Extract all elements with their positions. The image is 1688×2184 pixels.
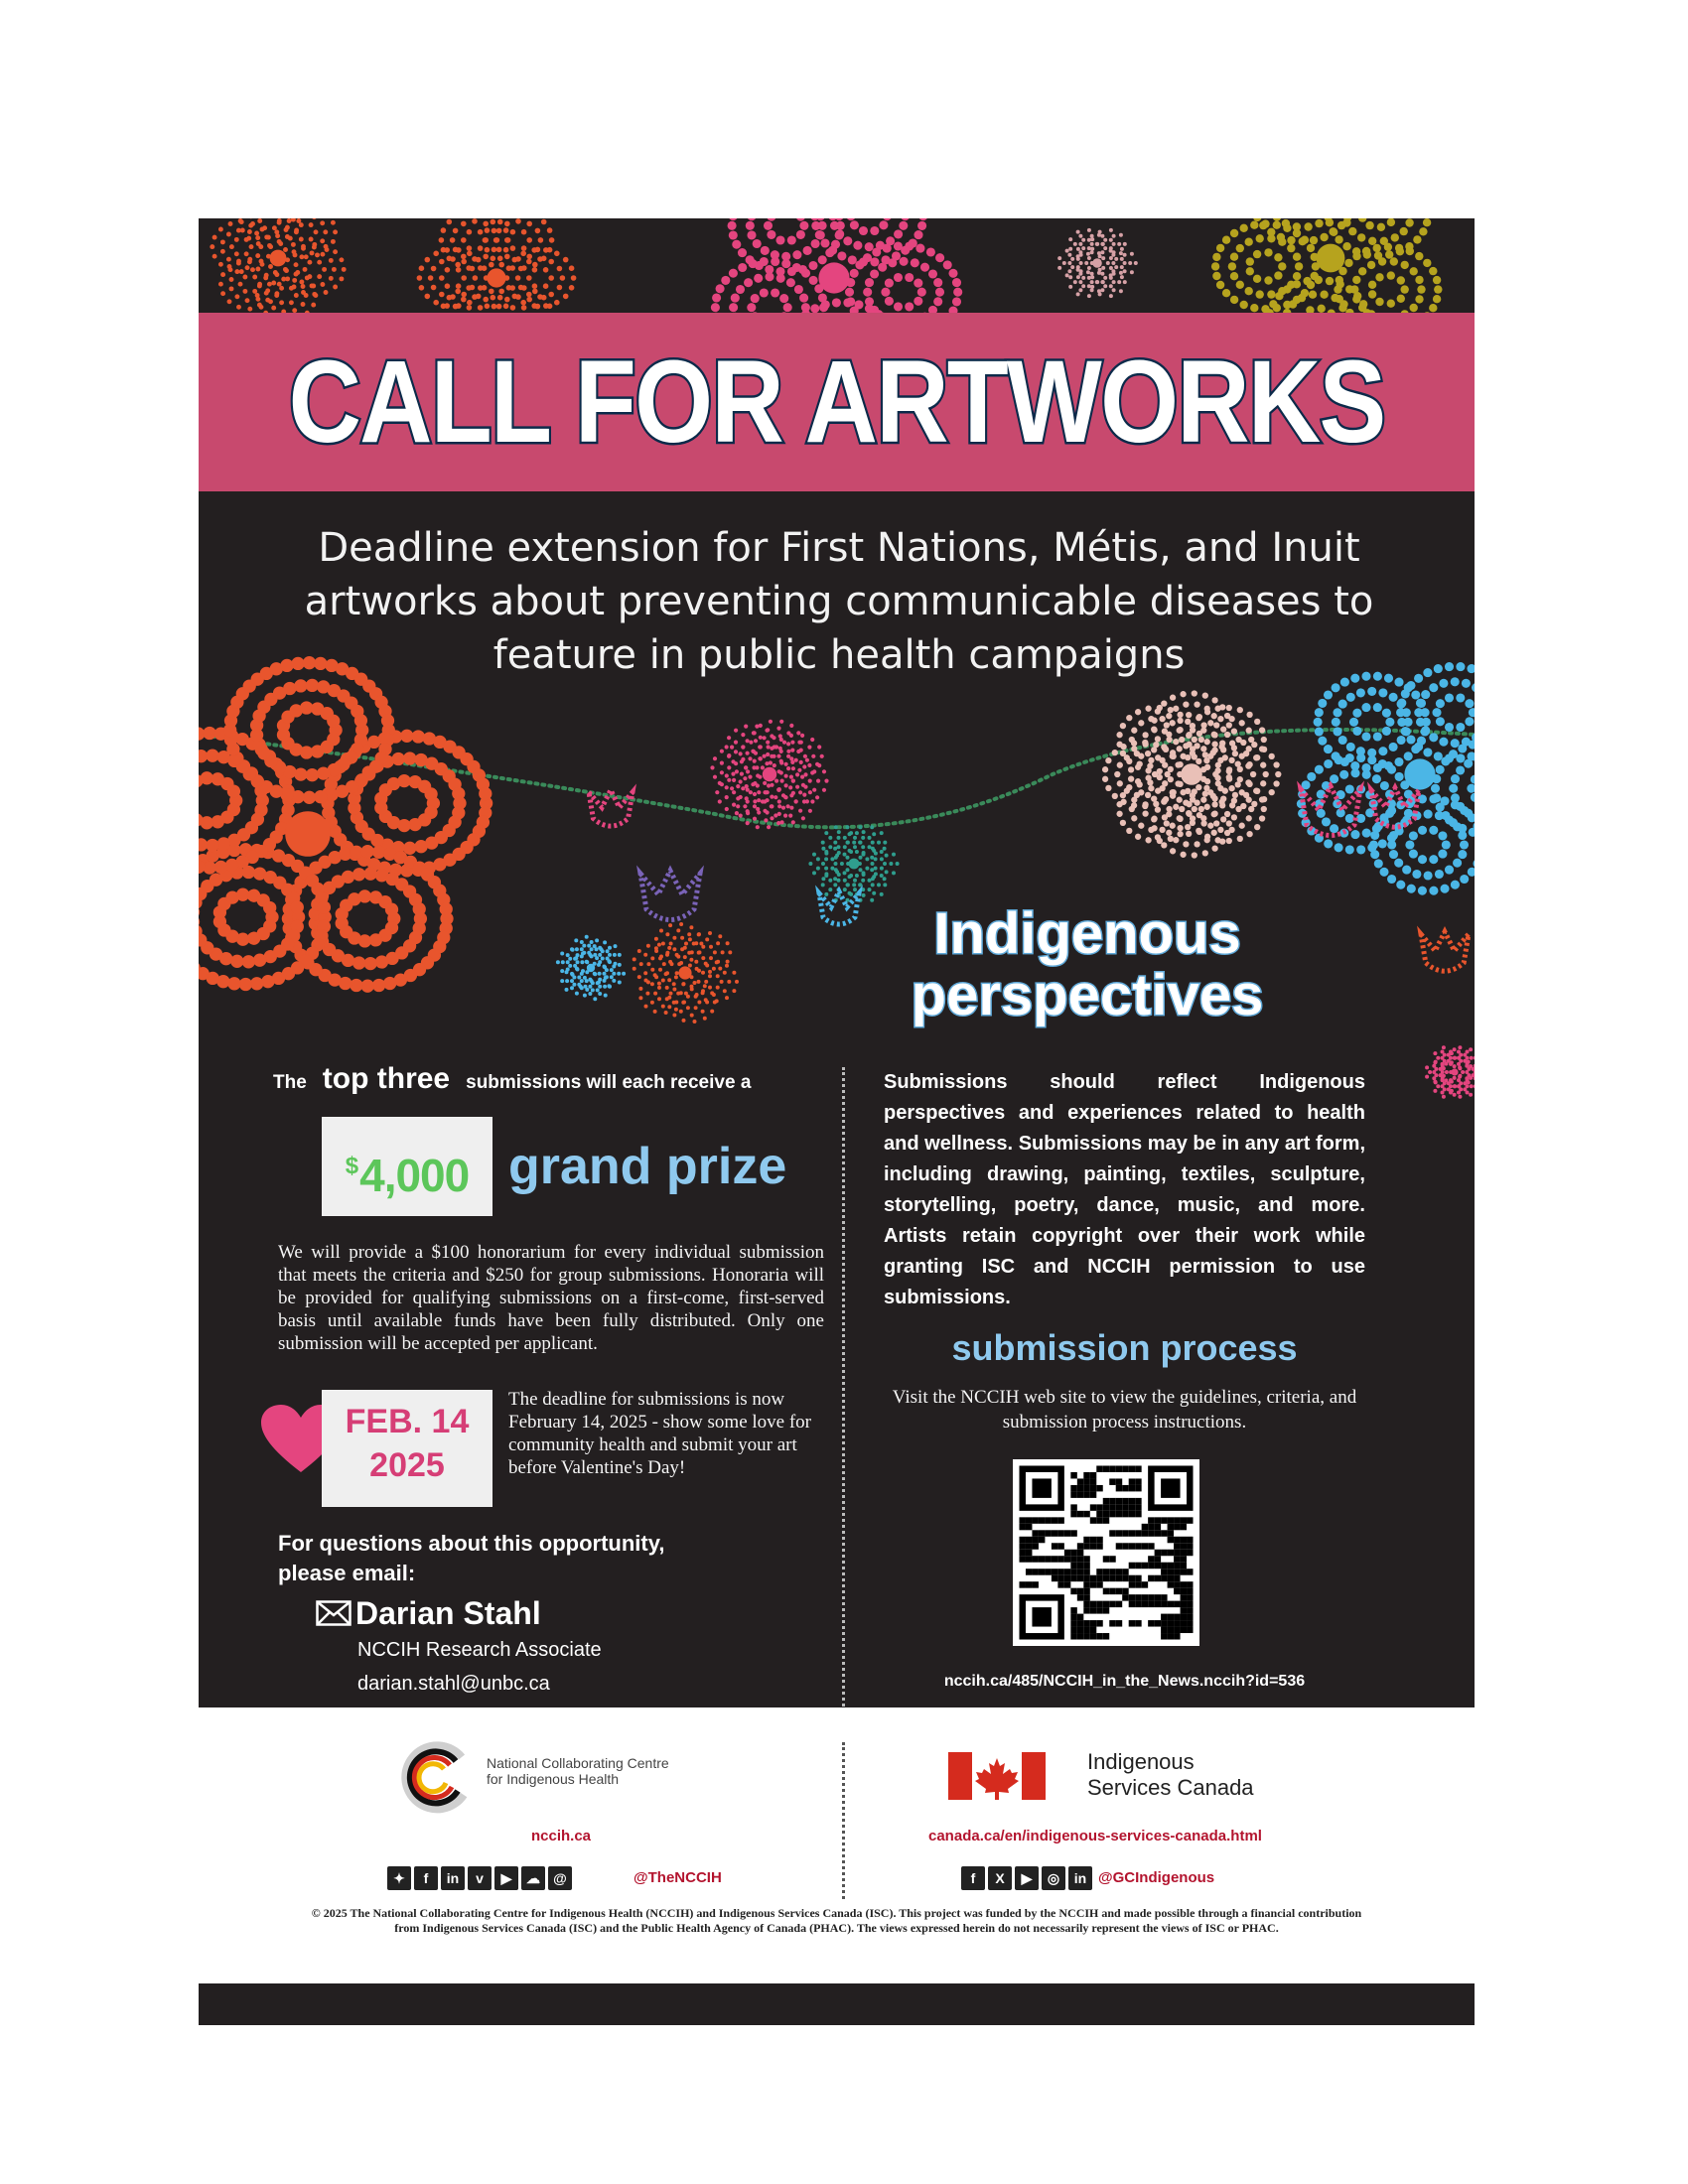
- x-icon[interactable]: X: [988, 1866, 1012, 1890]
- youtube-icon[interactable]: ▶: [494, 1866, 518, 1890]
- prize-amount: [322, 1117, 492, 1216]
- qr-code[interactable]: [1013, 1459, 1199, 1646]
- nccih-name: [487, 1755, 669, 1787]
- contact-question: For questions about this opportunity, please email:: [278, 1531, 665, 1585]
- isc-name: [1087, 1749, 1254, 1801]
- isc-name-line1: Indigenous: [1087, 1749, 1195, 1774]
- nccih-handle[interactable]: @TheNCCIH: [633, 1869, 722, 1886]
- bottom-bar: [199, 1983, 1475, 2025]
- bluesky-icon[interactable]: ✦: [387, 1866, 411, 1890]
- poster: [199, 218, 1475, 2025]
- nccih-website-link[interactable]: nccih.ca: [531, 1828, 592, 1844]
- deadline-text: The deadline for submissions is now February 14, 2025 - show some love for community health and submit your art before Valentine's Day!: [508, 1389, 812, 1478]
- qr-url[interactable]: nccih.ca/485/NCCIH_in_the_News.nccih?id=536: [943, 1673, 1306, 1690]
- isc-website-link[interactable]: canada.ca/en/indigenous-services-canada.html: [928, 1828, 1262, 1844]
- isc-name-line2: Services Canada: [1087, 1775, 1254, 1800]
- contact-email-link[interactable]: darian.stahl@unbc.ca: [357, 1673, 550, 1695]
- youtube-icon[interactable]: ▶: [1015, 1866, 1039, 1890]
- visit-instructions: Visit the NCCIH web site to view the guidelines, criteria, and submission process instructions.: [892, 1387, 1357, 1433]
- contact-role: NCCIH Research Associate: [357, 1639, 602, 1661]
- submission-process-heading: submission process: [951, 1327, 1298, 1368]
- contact-name: Darian Stahl: [355, 1595, 541, 1631]
- deadline-date: [322, 1400, 492, 1487]
- copyright-notice: © 2025 The National Collaborating Centre for Indigenous Health (NCCIH) and Indigenous Services Canada (ISC). This project was funded by the NCCIH and made possible through a financial contribution from Indigenous Services Canada (ISC) and the Public Health Agency of Canada (PHAC). The views expressed herein do not necessarily represent the views of ISC or PHAC.: [311, 1906, 1362, 1935]
- vimeo-icon[interactable]: v: [468, 1866, 492, 1890]
- poster-subtitle: Deadline extension for First Nations, Métis, and Inuit artworks about preventing communicable diseases to feature in public health campaigns: [304, 525, 1374, 678]
- instagram-icon[interactable]: ◎: [1042, 1866, 1065, 1890]
- prize-intro-after: submissions will each receive a: [466, 1072, 752, 1093]
- prize-intro-before: The: [273, 1072, 307, 1093]
- poster-title: CALL FOR ARTWORKS: [288, 337, 1385, 468]
- linkedin-icon[interactable]: in: [1068, 1866, 1092, 1890]
- threads-icon[interactable]: @: [548, 1866, 572, 1890]
- envelope-icon: [316, 1600, 352, 1626]
- prize-intro-emphasis: top three: [322, 1062, 451, 1095]
- nccih-name-line2: for Indigenous Health: [487, 1771, 620, 1787]
- prize-amount-value: 4,000: [359, 1150, 470, 1201]
- prize-intro: [273, 1062, 829, 1096]
- honorarium-text: We will provide a $100 honorarium for every individual submission that meets the criteria and $250 for group submissions. Honoraria will be provided for qualifying submissions on a first-come, first-served basis until available funds have been fully distributed. Only one submission will be accepted per applicant.: [278, 1242, 824, 1354]
- submissions-text: Submissions should reflect Indigenous perspectives and experiences related to health and wellness. Submissions may be in any art form, including drawing, painting, textiles, sculpture, storytelling, poetry, dance, music, and more. Artists retain copyright over their work while granting ISC and NCCIH permission to use submissions.: [884, 1071, 1365, 1308]
- facebook-icon[interactable]: f: [414, 1866, 438, 1890]
- prize-currency: $: [345, 1153, 358, 1179]
- deadline-date-line1: FEB. 14: [345, 1403, 470, 1440]
- isc-handle[interactable]: @GCIndigenous: [1098, 1869, 1215, 1886]
- prize-label: grand prize: [508, 1138, 787, 1195]
- isc-social-icons: [961, 1866, 1092, 1890]
- soundcloud-icon[interactable]: ☁: [521, 1866, 545, 1890]
- deadline-date-line2: 2025: [369, 1446, 445, 1484]
- nccih-logo: [392, 1737, 482, 1817]
- linkedin-icon[interactable]: in: [441, 1866, 465, 1890]
- canada-flag-icon: [948, 1752, 1046, 1800]
- nccih-social-icons: [387, 1866, 572, 1890]
- facebook-icon[interactable]: f: [961, 1866, 985, 1890]
- indigenous-perspectives-heading: Indigenous perspectives: [911, 901, 1264, 1027]
- nccih-name-line1: National Collaborating Centre: [487, 1755, 669, 1771]
- footer-divider: [842, 1742, 845, 1899]
- column-divider: [842, 1067, 845, 1802]
- footer: [199, 1707, 1475, 1983]
